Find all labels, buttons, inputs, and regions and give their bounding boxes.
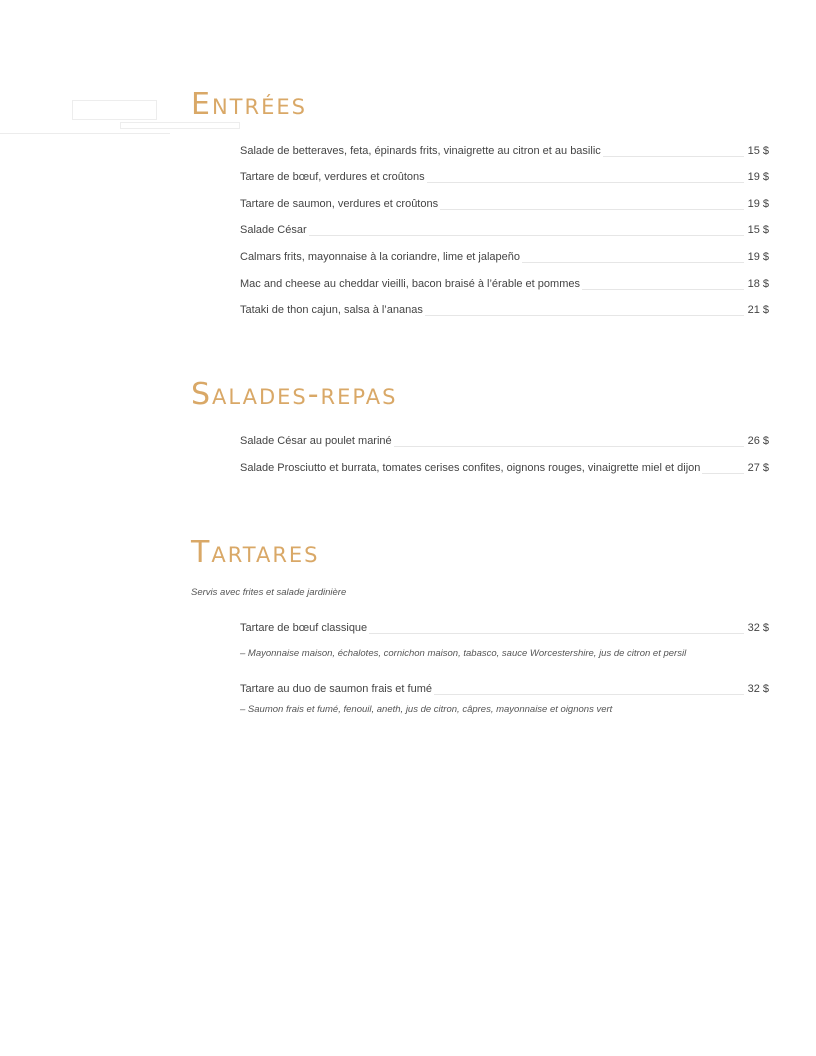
section-entrees (191, 87, 769, 330)
item-price: 15 $ (747, 145, 769, 157)
dotted-leader (427, 182, 744, 183)
menu-item (240, 301, 769, 317)
item-name: Salade de betteraves, feta, épinards frits, vinaigrette au citron et au basilic (240, 145, 601, 157)
dotted-leader (440, 209, 743, 210)
item-price: 26 $ (747, 435, 769, 447)
section-salades-repas (191, 377, 769, 480)
menu-item (240, 221, 769, 237)
dotted-leader (309, 235, 744, 236)
decorative-rule (0, 133, 170, 134)
menu-item (240, 195, 769, 211)
menu-item (240, 680, 769, 696)
item-price: 19 $ (747, 171, 769, 183)
item-price: 32 $ (747, 683, 769, 695)
dotted-leader (394, 446, 744, 447)
item-name: Mac and cheese au cheddar vieilli, bacon braisé à l’érable et pommes (240, 278, 580, 290)
menu-item (240, 432, 769, 448)
menu-item (240, 275, 769, 291)
dotted-leader (522, 262, 744, 263)
item-price: 21 $ (747, 304, 769, 316)
item-name: Tartare de bœuf, verdures et croûtons (240, 171, 425, 183)
decorative-frame-box (72, 100, 157, 120)
item-name: Salade César au poulet mariné (240, 435, 392, 447)
item-name: Tartare de bœuf classique (240, 622, 368, 634)
item-description: – Mayonnaise maison, échalotes, cornichon maison, tabasco, sauce Worcestershire, jus de citron et persil (240, 648, 687, 659)
menu-item (240, 619, 769, 635)
item-price: 19 $ (747, 198, 769, 210)
dotted-leader (425, 315, 744, 316)
dotted-leader (603, 156, 744, 157)
item-price: 18 $ (747, 278, 769, 290)
item-name: Tartare au duo de saumon frais et fumé (240, 683, 432, 695)
item-name: Salade César (240, 224, 307, 236)
section-title-tartares: Tartares (191, 535, 320, 570)
section-tartares (191, 535, 769, 728)
dotted-leader (702, 473, 743, 474)
dotted-leader (369, 633, 743, 634)
menu-item (240, 168, 769, 184)
item-name: Tataki de thon cajun, salsa à l’ananas (240, 304, 423, 316)
item-price: 19 $ (747, 251, 769, 263)
menu-item (240, 459, 769, 475)
section-subtitle-tartares: Servis avec frites et salade jardinière (191, 587, 347, 598)
dotted-leader (582, 289, 744, 290)
item-price: 32 $ (747, 622, 769, 634)
item-name: Salade Prosciutto et burrata, tomates cerises confites, oignons rouges, vinaigrette miel et dijon (240, 462, 701, 474)
section-title-salades-repas: Salades-repas (191, 377, 398, 412)
dotted-leader (434, 694, 744, 695)
item-name: Tartare de saumon, verdures et croûtons (240, 198, 439, 210)
item-price: 15 $ (747, 224, 769, 236)
item-name: Calmars frits, mayonnaise à la coriandre, lime et jalapeño (240, 251, 521, 263)
item-price: 27 $ (747, 462, 769, 474)
section-title-entrees: Entrées (191, 87, 307, 122)
menu-item (240, 248, 769, 264)
item-description: – Saumon frais et fumé, fenouil, aneth, jus de citron, câpres, mayonnaise et oignons vert (240, 704, 613, 715)
menu-item (240, 142, 769, 158)
